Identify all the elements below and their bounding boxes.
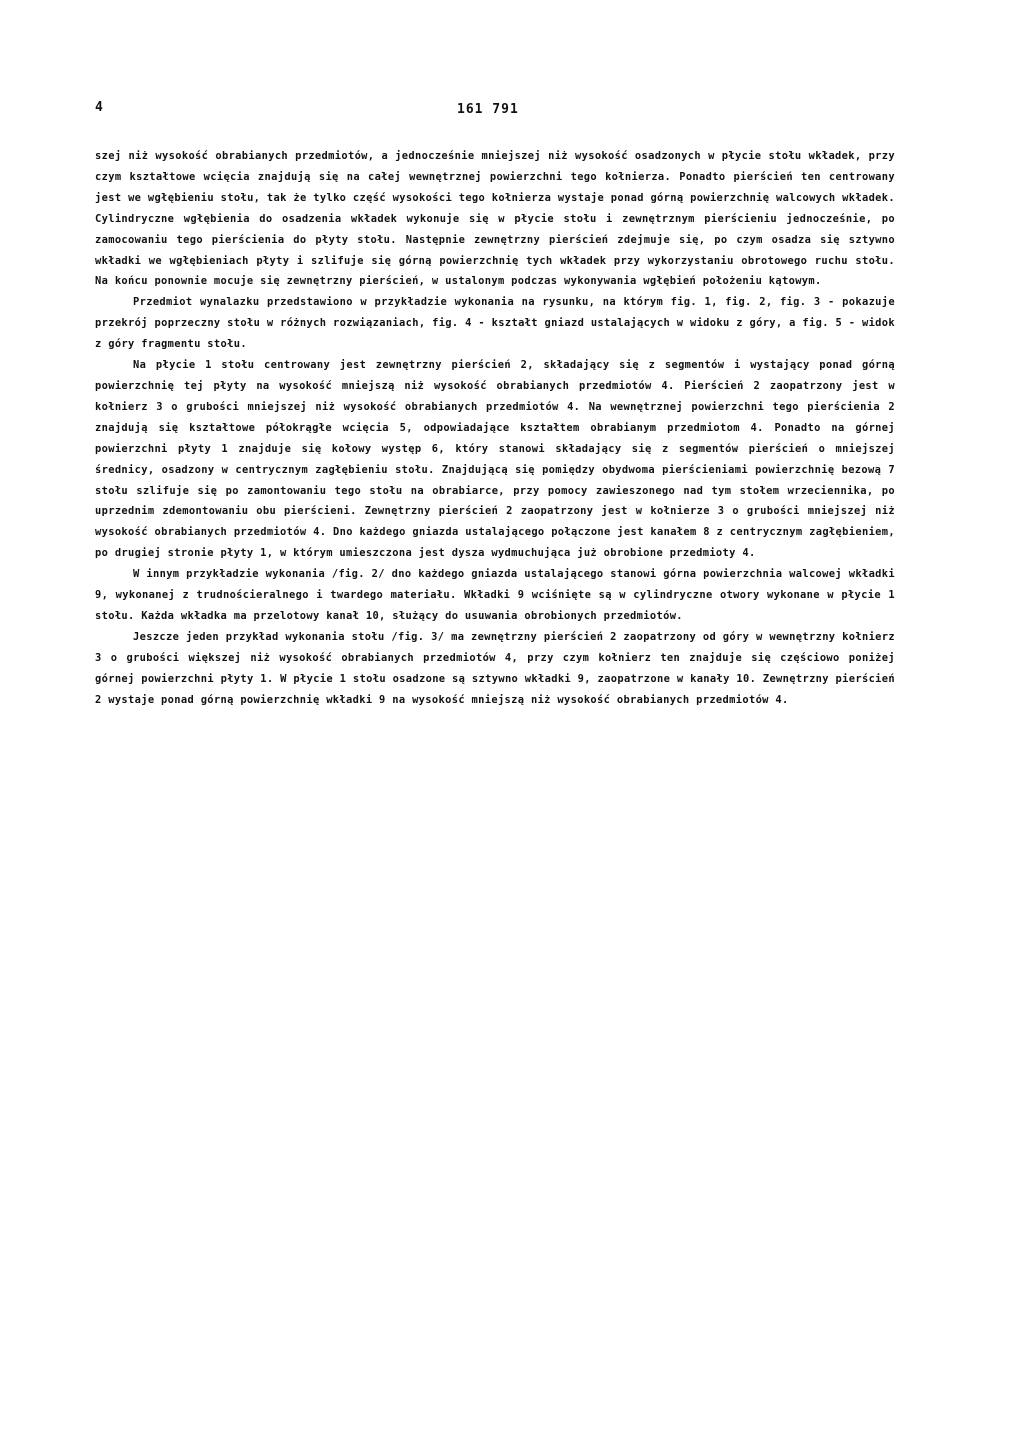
page-number: 4 [95, 100, 103, 115]
paragraph-second-embodiment: W innym przykładzie wykonania /fig. 2/ dno każdego gniazda ustalającego stanowi górna powierzchnia walcowej wkładki 9, wykonanej z trudnościeralnego i twardego materiału. Wkładki 9 wciśnięte są w cylindryczne otwory wykonane w płycie 1 stołu. Każda wkładka ma przelotowy kanał 10, służący do usuwania obrobionych przedmiotów. [95, 568, 895, 622]
paragraph-first-embodiment: Na płycie 1 stołu centrowany jest zewnętrzny pierścień 2, składający się z segmentów i wystający ponad górną powierzchnię tej płyty na wysokość mniejszą niż wysokość obrabianych przedmiotów 4. Pierścień 2 zaopatrzony jest w kołnierz 3 o grubości mniejszej niż wysokość obrabianych przedmiotów 4. Na wewnętrznej powierzchni tego pierścienia 2 znajdują się kształtowe półokrągłe wcięcia 5, odpowiadające kształtem obrabianym przedmiotom 4. Ponadto na górnej powierzchni płyty 1 znajduje się kołowy występ 6, który stanowi składający się z segmentów pierścień o mniejszej średnicy, osadzony w centrycznym zagłębieniu stołu. Znajdującą się pomiędzy obydwoma pierścieniami powierzchnię bezową 7 stołu szlifuje się po zamontowaniu tego stołu na obrabiarce, przy pomocy zawieszonego nad tym stołem wrzeciennika, po uprzednim zdemontowaniu obu pierścieni. Zewnętrzny pierścień 2 zaopatrzony jest w kołnierze 3 o grubości mniejszej niż wysokość obrabianych przedmiotów 4. Dno każdego gniazda ustalającego połączone jest kanałem 8 z centrycznym zagłębieniem, po drugiej stronie płyty 1, w którym umieszczona jest dysza wydmuchująca już obrobione przedmioty 4. [95, 359, 895, 560]
paragraph-third-embodiment: Jeszcze jeden przykład wykonania stołu /fig. 3/ ma zewnętrzny pierścień 2 zaopatrzony od góry w wewnętrzny kołnierz 3 o grubości większej niż wysokość obrabianych przedmiotów 4, przy czym kołnierz ten znajduje się częściowo poniżej górnej powierzchni płyty 1. W płycie 1 stołu osadzone są sztywno wkładki 9, zaopatrzone w kanały 10. Zewnętrzny pierścień 2 wystaje ponad górną powierzchnię wkładki 9 na wysokość mniejszą niż wysokość obrabianych przedmiotów 4. [95, 630, 895, 706]
patent-number: 161 791 [457, 102, 519, 117]
page-header [95, 100, 895, 124]
paragraph-figures-description: Przedmiot wynalazku przedstawiono w przykładzie wykonania na rysunku, na którym fig. 1, fig. 2, fig. 3 - pokazuje przekrój poprzeczny stołu w różnych rozwiązaniach, fig. 4 - kształt gniazd ustalających w widoku z góry, a fig. 5 - widok z góry fragmentu stołu. [95, 296, 895, 351]
paragraph-continuation: szej niż wysokość obrabianych przedmiotów, a jednocześnie mniejszej niż wysokość osadzonych w płycie stołu wkładek, przy czym kształtowe wcięcia znajdują się na całej wewnętrznej powierzchni tego kołnierza. Ponadto pierścień ten centrowany jest we wgłębieniu stołu, tak że tylko część wysokości tego kołnierza wystaje ponad górną powierzchnię walcowych wkładek. Cylindryczne wgłębienia do osadzenia wkładek wykonuje się w płycie stołu i zewnętrznym pierścieniu jednocześnie, po zamocowaniu tego pierścienia do płyty stołu. Następnie zewnętrzny pierścień zdejmuje się, po czym osadza się sztywno wkładki we wgłębieniach płyty i szlifuje się górną powierzchnię tych wkładek przy wykorzystaniu obrotowego ruchu stołu. Na końcu ponownie mocuje się zewnętrzny pierścień, w ustalonym podczas wykonywania wgłębień położeniu kątowym. [95, 150, 895, 288]
document-body [95, 146, 895, 710]
